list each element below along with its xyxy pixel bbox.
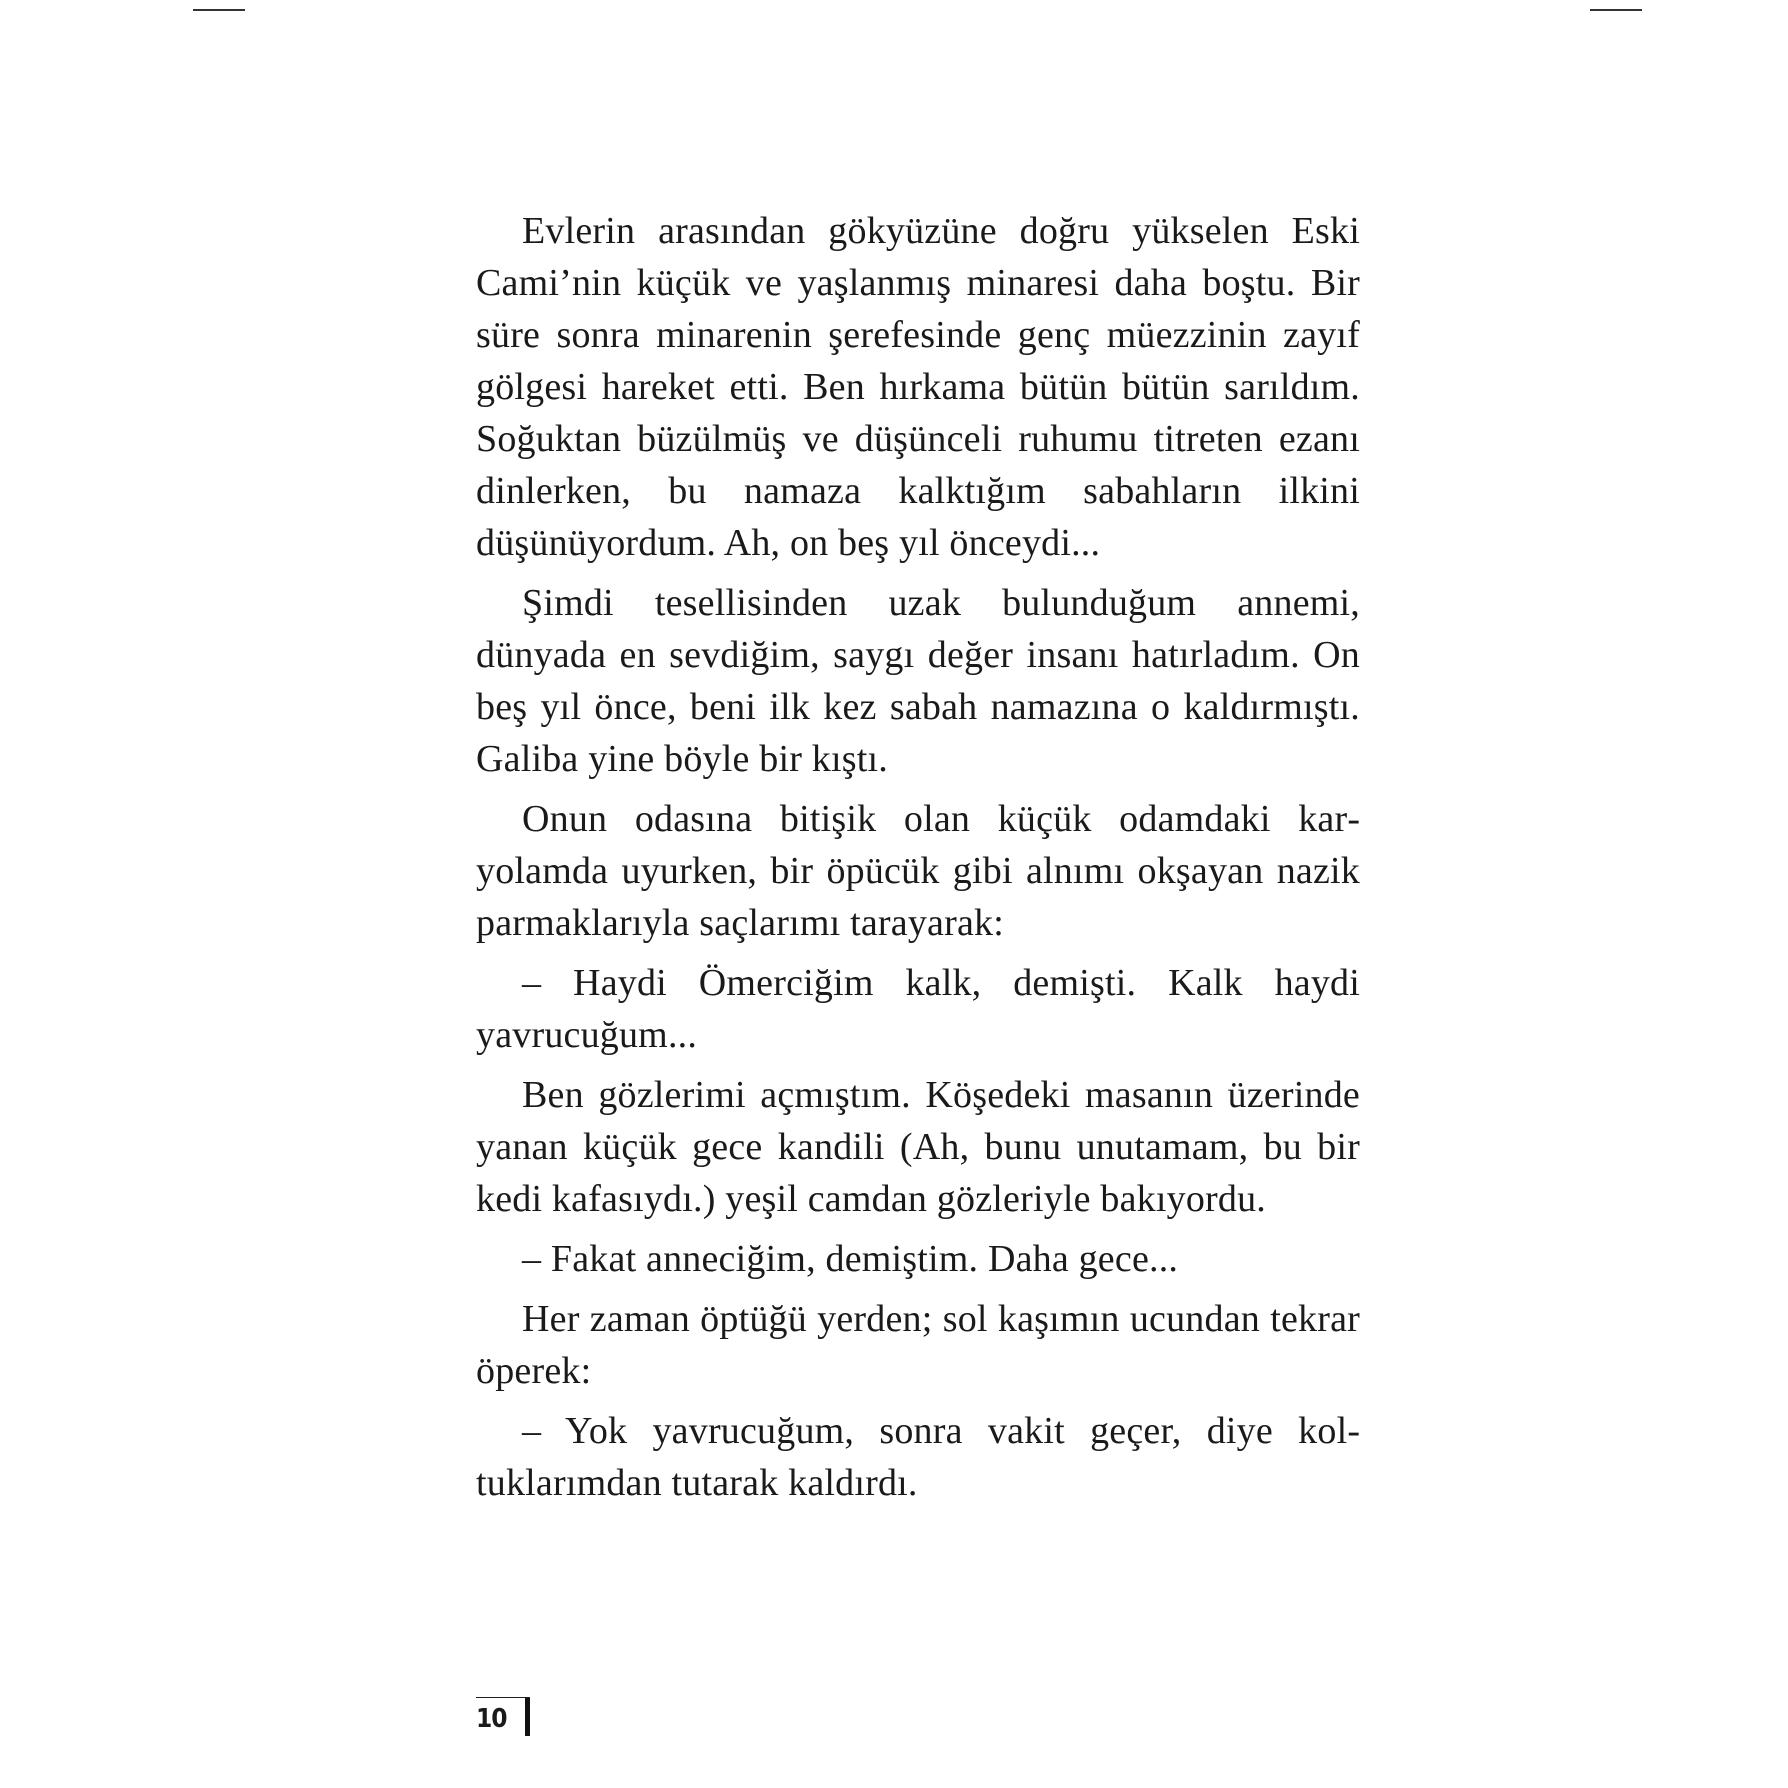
- page-number-box: [476, 1697, 530, 1736]
- paragraph: – Yok yavrucuğum, sonra vakit geçer, diye koltuklarımdan tutarak kaldırdı.: [476, 1410, 1360, 1504]
- crop-mark-right: [1590, 9, 1642, 11]
- paragraph: – Fakat anneciğim, demiştim. Daha gece...: [522, 1238, 1179, 1280]
- page-number: 10: [476, 1704, 507, 1734]
- paragraph: Evlerin arasından gökyüzüne doğru yükselen Eski Cami’nin küçük ve yaşlanmış minaresi daha boştu. Bir süre sonra minarenin şerefesinde genç müezzinin zayıf gölgesi hareket etti. Ben hırkama bütün bütün sarıldım. Soğuktan büzülmüş ve düşünceli ruhumu titreten ezanı dinlerken, bu namaza kalktığım sabahların ilkini düşünüyordum. Ah, on beş yıl önceydi...: [476, 210, 1360, 564]
- paragraph: – Haydi Ömerciğim kalk, demişti. Kalk haydi yavrucuğum...: [476, 962, 1360, 1056]
- crop-mark-left: [193, 9, 245, 11]
- paragraph: Onun odasına bitişik olan küçük odamdaki karyolamda uyurken, bir öpücük gibi alnımı okşayan nazik parmaklarıyla saçlarımı tarayarak:: [476, 798, 1360, 944]
- paragraph: Şimdi tesellisinden uzak bulunduğum annemi, dünyada en sevdiğim, saygı değer insanı hatırladım. On beş yıl önce, beni ilk kez sabah namazına o kaldırmıştı. Galiba yine böyle bir kıştı.: [476, 582, 1360, 780]
- page-number-bar: [525, 1698, 530, 1736]
- body-text: [476, 205, 1360, 1517]
- paragraph: Ben gözlerimi açmıştım. Köşedeki masanın üzerinde yanan küçük gece kandili (Ah, bunu unutamam, bu bir kedi kafasıydı.) yeşil camdan gözleriyle bakıyordu.: [476, 1074, 1360, 1220]
- paragraph: Her zaman öptüğü yerden; sol kaşımın ucundan tekrar öperek:: [476, 1298, 1360, 1392]
